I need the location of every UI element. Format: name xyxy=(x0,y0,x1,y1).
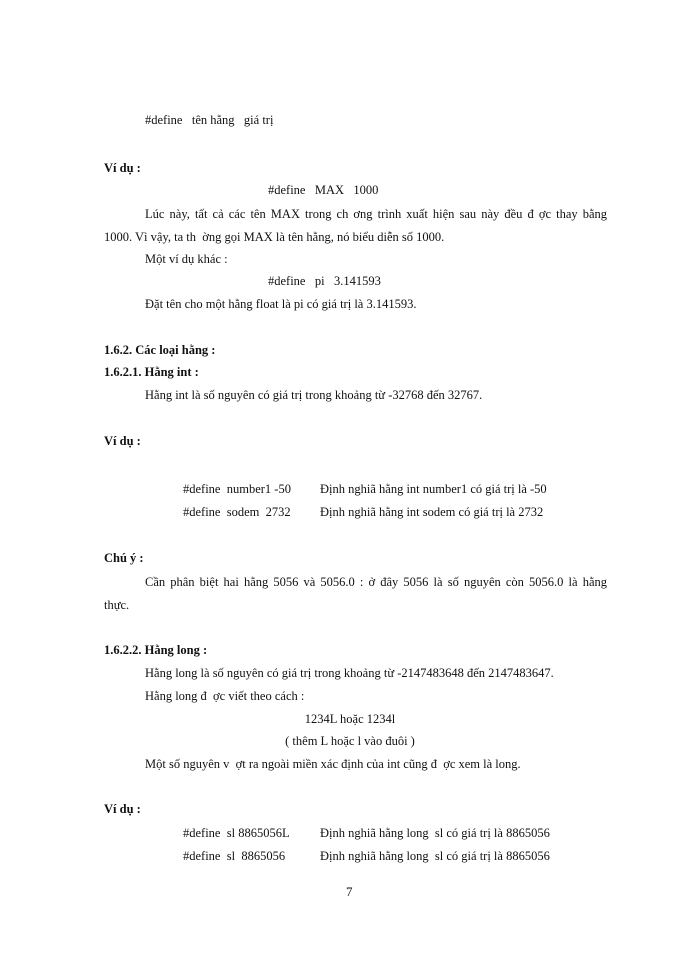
code-max: #define MAX 1000 xyxy=(268,183,379,197)
section-title: 1.6.2. Các loại hằng : xyxy=(104,343,216,357)
example-heading: Ví dụ : xyxy=(104,434,141,448)
long-format: 1234L hoặc 1234l xyxy=(304,712,396,726)
paragraph-line: 1000. Vì vậy, ta th ờng gọi MAX là tên hằng, nó biểu diễn số 1000. xyxy=(104,230,445,244)
example-code: #define number1 -50 xyxy=(183,482,291,496)
example-code: #define sl 8865056L xyxy=(183,826,290,840)
long-line: Hằng long đ ợc viết theo cách : xyxy=(145,689,305,703)
another-example-text: Một ví dụ khác : xyxy=(145,252,228,266)
example-description: Định nghiã hằng int sodem có giá trị là 2732 xyxy=(320,505,544,519)
long-line: Một số nguyên v ợt ra ngoài miền xác định của int cũng đ ợc xem là long. xyxy=(145,757,521,771)
int-description: Hằng int là số nguyên có giá trị trong khoảng từ -32768 đến 32767. xyxy=(145,388,483,402)
subsection-title: 1.6.2.1. Hằng int : xyxy=(104,365,199,379)
example-heading: Ví dụ : xyxy=(104,802,141,816)
note-line: Cần phân biệt hai hằng 5056 và 5056.0 : ở đây 5056 là số nguyên còn 5056.0 là hằng xyxy=(145,575,607,589)
example-heading: Ví dụ : xyxy=(104,161,141,175)
code-pi: #define pi 3.141593 xyxy=(268,274,381,288)
note-line: thực. xyxy=(104,598,130,612)
note-heading: Chú ý : xyxy=(104,551,144,565)
example-code: #define sodem 2732 xyxy=(183,505,291,519)
intro-define: #define tên hằng giá trị xyxy=(145,113,274,127)
pi-description: Đặt tên cho một hằng float là pi có giá trị là 3.141593. xyxy=(145,297,417,311)
subsection-title: 1.6.2.2. Hằng long : xyxy=(104,643,208,657)
paragraph-line: Lúc này, tất cả các tên MAX trong ch ơng trình xuất hiện sau này đều đ ợc thay bằng xyxy=(145,207,607,221)
example-description: Định nghiã hằng int number1 có giá trị là -50 xyxy=(320,482,547,496)
long-line: Hằng long là số nguyên có giá trị trong khoảng từ -2147483648 đến 2147483647. xyxy=(145,666,554,680)
example-code: #define sl 8865056 xyxy=(183,849,286,863)
page-number: 7 xyxy=(346,884,353,899)
long-format-note: ( thêm L hoặc l vào đuôi ) xyxy=(285,734,415,748)
example-description: Định nghiã hằng long sl có giá trị là 8865056 xyxy=(320,826,550,840)
example-description: Định nghiã hằng long sl có giá trị là 8865056 xyxy=(320,849,550,863)
